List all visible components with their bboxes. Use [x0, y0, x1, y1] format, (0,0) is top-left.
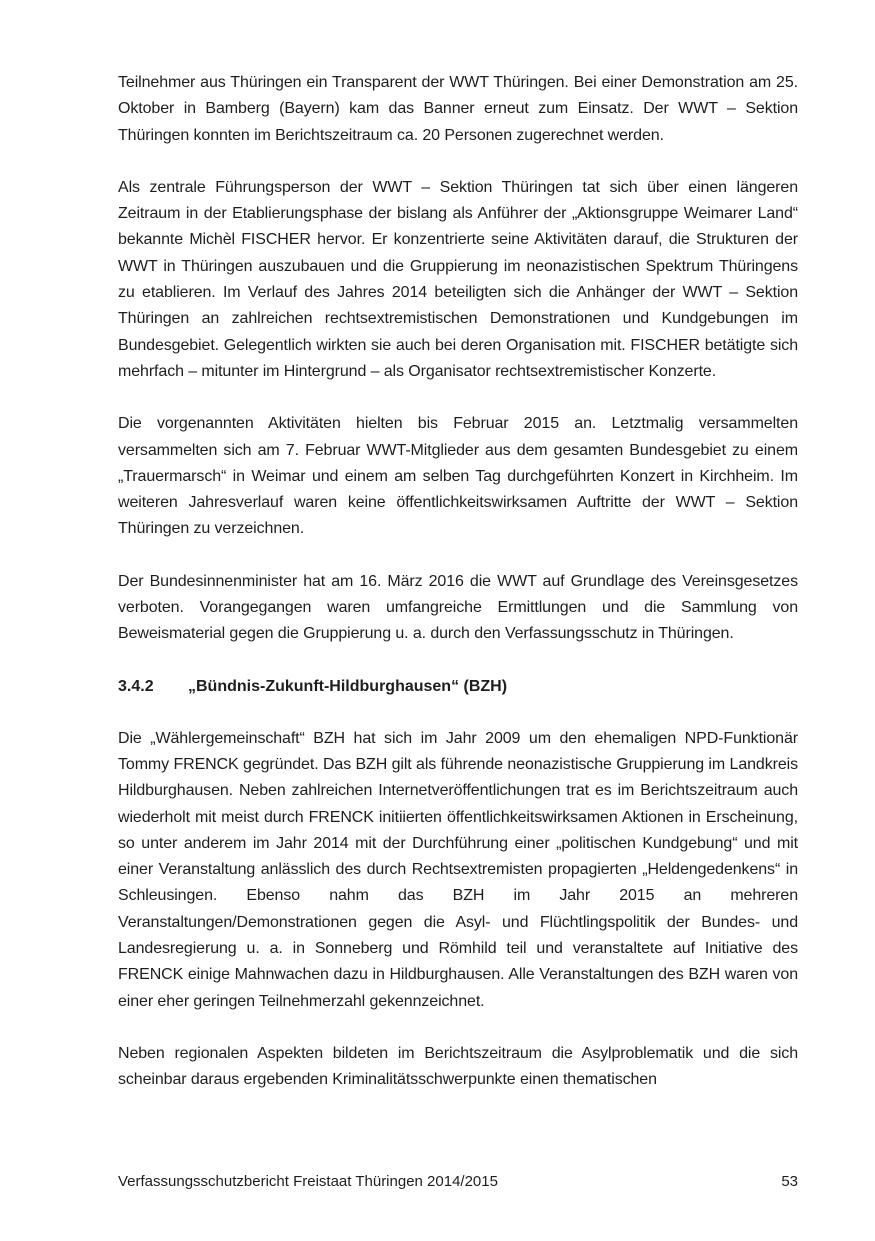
footer-page-number: 53 [781, 1173, 798, 1190]
section-title: „Bündnis-Zukunft-Hildburghausen“ (BZH) [188, 677, 508, 695]
page-footer [118, 1170, 798, 1194]
paragraph-wwt-activities-end: Die vorgenannten Aktivitäten hielten bis Februar 2015 an. Letztmalig versammelten versammelten sich am 7. Februar WWT-Mitglieder aus dem gesamten Bundesgebiet zu einem „Trauermarsch“ in Weimar und einem am selben Tag durchgeführten Konzert in Kirchheim. Im weiteren Jahresverlauf waren keine öffentlichkeitswirksamen Auftritte der WWT – Sektion Thüringen zu verzeichnen. [118, 415, 798, 538]
paragraph-bzh-overview: Die „Wählergemeinschaft“ BZH hat sich im Jahr 2009 um den ehemaligen NPD-Funktionär Tommy FRENCK gegründet. Das BZH gilt als führende neonazistische Gruppierung im Landkreis Hildburghausen. Neben zahlreichen Internetveröffentlichungen trat es im Berichtszeitraum auch wiederholt mit meist durch FRENCK initiierten öffentlichkeitswirksamen Aktionen in Erscheinung, so unter anderem im Jahr 2014 mit der Durchführung einer „politischen Kundgebung“ und mit einer Veranstaltung anlässlich des durch Rechtsextremisten propagierten „Heldengedenkens“ in Schleusingen. Ebenso nahm das BZH im Jahr 2015 an mehreren Veranstaltungen/Demonstrationen gegen die Asyl- und Flüchtlingspolitik der Bundes- und Landesregierung u. a. in Sonneberg und Römhild teil und veranstaltete auf Initiative des FRENCK einige Mahnwachen dazu in Hildburghausen. Alle Veranstaltungen des BZH waren von einer eher geringen Teilnehmerzahl gekennzeichnet. [118, 729, 798, 1010]
paragraph-bzh-topics: Neben regionalen Aspekten bildeten im Berichtszeitraum die Asylproblematik und die sich scheinbar daraus ergebenden Kriminalitätsschwerpunkte einen thematischen [118, 1044, 798, 1089]
paragraph-wwt-ban: Der Bundesinnenminister hat am 16. März 2016 die WWT auf Grundlage des Vereinsgesetzes verboten. Vorangegangen waren umfangreiche Ermittlungen und die Sammlung von Beweismaterial gegen die Gruppierung u. a. durch den Verfassungsschutz in Thüringen. [118, 572, 798, 643]
section-heading [118, 674, 798, 700]
paragraph-wwt-leader: Als zentrale Führungsperson der WWT – Sektion Thüringen tat sich über einen längeren Zeitraum in der Etablierungsphase der bislang als Anführer der „Aktionsgruppe Weimarer Land“ bekannte Michèl FISCHER hervor. Er konzentrierte seine Aktivitäten darauf, die Strukturen der WWT in Thüringen auszubauen und die Gruppierung im neonazistischen Spektrum Thüringens zu etablieren. Im Verlauf des Jahres 2014 beteiligten sich die Anhänger der WWT – Sektion Thüringen an zahlreichen rechtsextremistischen Demonstrationen und Kundgebungen im Bundesgebiet. Gelegentlich wirkten sie auch bei deren Organisation mit. FISCHER betätigte sich mehrfach – mitunter im Hintergrund – als Organisator rechtsextremistischer Konzerte. [118, 178, 798, 380]
footer-publication-title: Verfassungsschutzbericht Freistaat Thüringen 2014/2015 [118, 1173, 498, 1190]
page-body [118, 70, 798, 1094]
paragraph-wwt-banner: Teilnehmer aus Thüringen ein Transparent der WWT Thüringen. Bei einer Demonstration am 25. Oktober in Bamberg (Bayern) kam das Banner erneut zum Einsatz. Der WWT – Sektion Thüringen konnten im Berichtszeitraum ca. 20 Personen zugerechnet werden. [118, 74, 798, 144]
section-number: 3.4.2 [118, 677, 154, 695]
